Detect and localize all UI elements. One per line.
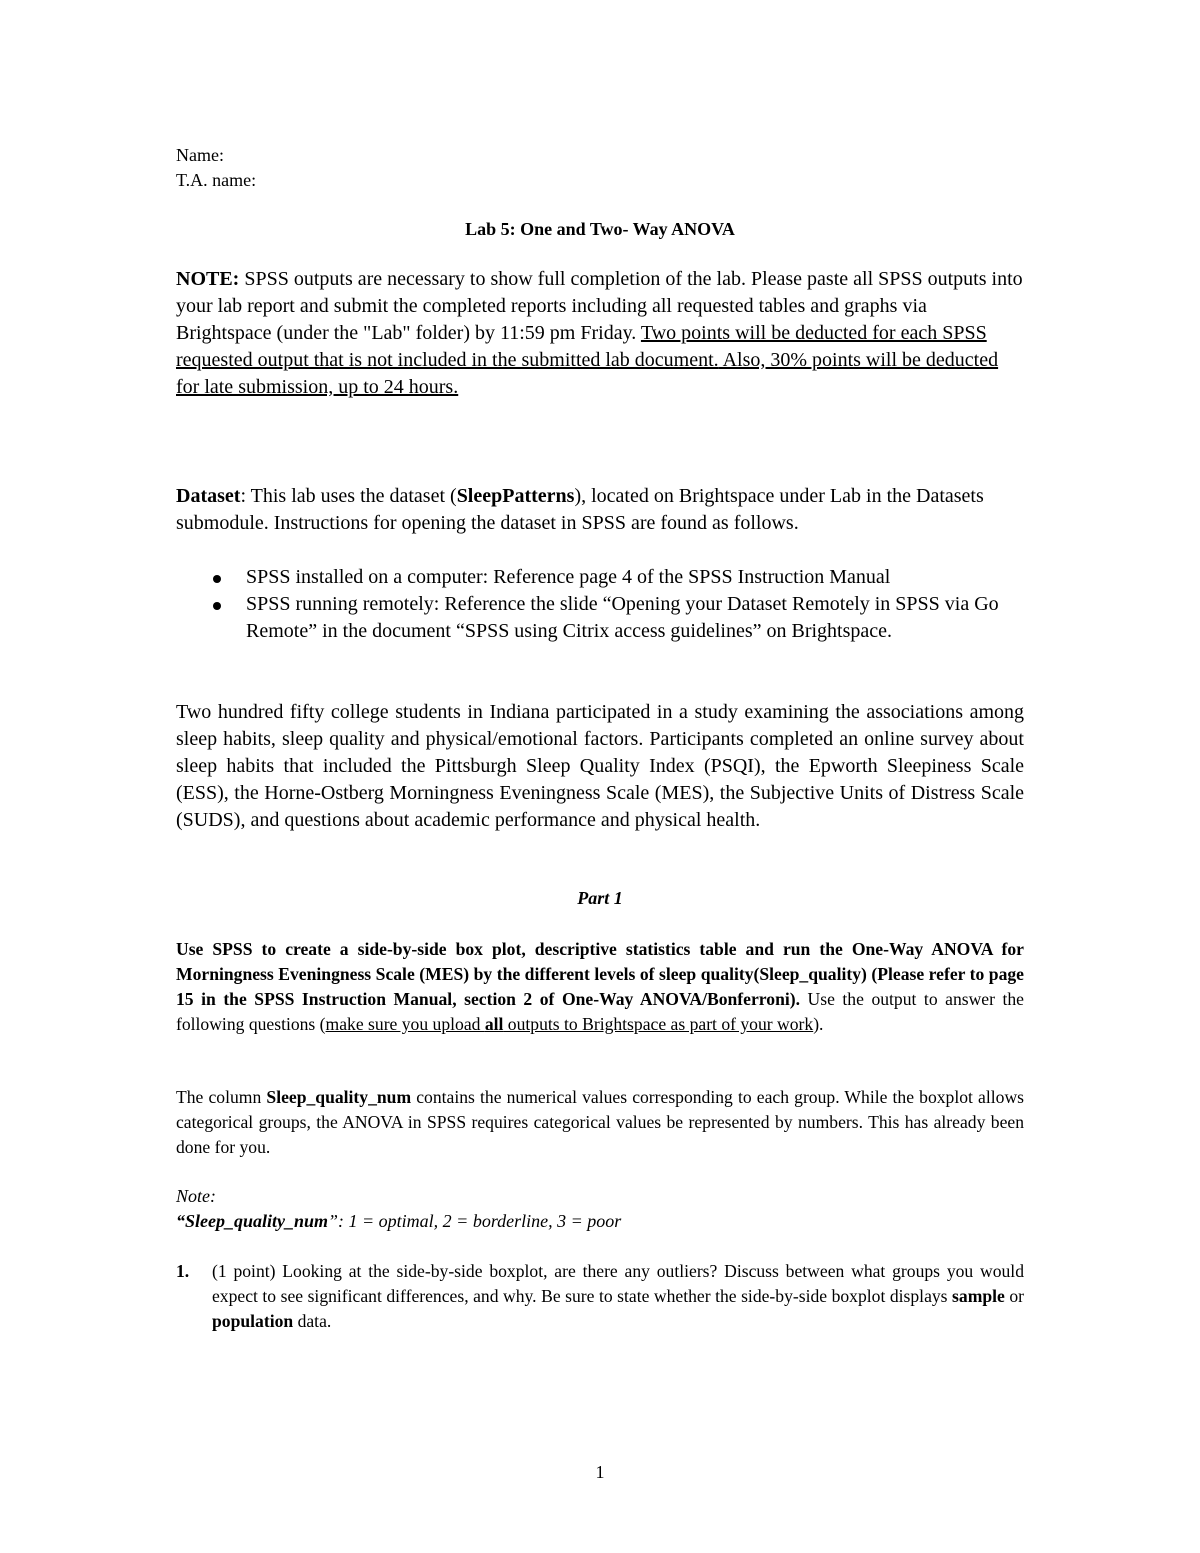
page-number: 1 (595, 1462, 605, 1482)
bullet-text: SPSS installed on a computer: Reference page 4 of the SPSS Instruction Manual (246, 566, 891, 588)
column-explanation (176, 1085, 1024, 1160)
question-text (212, 1259, 1024, 1334)
variable-values: ”: 1 = optimal, 2 = borderline, 3 = poor (328, 1211, 622, 1231)
name-label: Name: (176, 145, 224, 165)
part1-instruction-bold: Use SPSS to create a side-by-side box plot, descriptive statistics table and run the One-Way ANOVA for Morningness Eveningness Scale (MES) by the different levels of sleep quality(Sleep_quality) (Please refer to page 15 in the SPSS Instruction Manual, section 2 of One-Way ANOVA/Bonferroni). (176, 939, 1024, 1009)
dataset-label: Dataset (176, 485, 241, 507)
dataset-bullet-list (176, 564, 1024, 645)
part1-instruction-plain: Use the output to answer the following questions ( (176, 989, 1024, 1034)
dataset-text-1: : This lab uses the dataset ( (240, 485, 457, 507)
question-number: 1. (176, 1261, 190, 1281)
question-text-part: (1 point) Looking at the side-by-side boxplot, are there any outliers? Discuss between what groups you would expect to see significant differences, and why. Be sure to state whether the side-by-side boxplot displays (212, 1261, 1024, 1306)
ta-name-label: T.A. name: (176, 170, 257, 190)
bullet-text: SPSS running remotely: Reference the slide “Opening your Dataset Remotely in SPSS via Go Remote” in the document “SPSS using Citrix access guidelines” on Brightspace. (246, 593, 999, 642)
part1-upload-all: all (484, 1014, 504, 1034)
note-text: SPSS outputs are necessary to show full completion of the lab. Please paste all SPSS outputs into your lab report and submit the completed reports including all requested tables and graphs via Brightspace (under the "Lab" folder) by 11:59 pm Friday. (176, 268, 1023, 344)
lab-title: Lab 5: One and Two- Way ANOVA (465, 219, 735, 239)
part1-instruction-end: ). (813, 1014, 824, 1034)
dataset-name: SleepPatterns (456, 485, 575, 507)
question-sample-word: sample (952, 1286, 1005, 1306)
note-late-text: Also, 30% points will be deducted for late submission, up to 24 hours. (176, 349, 999, 398)
dataset-text-2: ), located on Brightspace under Lab in the Datasets submodule. Instructions for opening the dataset in SPSS are found as follows. (176, 485, 984, 534)
part1-upload-text-2: outputs to Brightspace as part of your work (503, 1014, 814, 1034)
list-item (176, 591, 1024, 645)
question-text-part: or (1004, 1286, 1024, 1306)
question-population-word: population (212, 1311, 294, 1331)
dataset-paragraph (176, 483, 1024, 537)
question-1 (176, 1259, 1024, 1334)
part1-upload-text-1: make sure you upload (325, 1014, 485, 1034)
note-deduction-text: Two points will be deducted for each SPSS requested output that is not included in the submitted lab document. (176, 322, 987, 371)
variable-name: “Sleep_quality_num (176, 1211, 329, 1231)
column-name: Sleep_quality_num (266, 1087, 412, 1107)
part1-instructions (176, 937, 1024, 1037)
list-item (176, 564, 1024, 591)
note-paragraph (176, 266, 1024, 401)
note-italic-label: Note: (176, 1186, 216, 1206)
variable-coding-note (176, 1209, 621, 1234)
bullet-icon (213, 602, 221, 610)
part1-heading: Part 1 (577, 888, 623, 908)
note-label: NOTE: (176, 268, 240, 290)
bullet-icon (213, 575, 221, 583)
question-text-part: data. (293, 1311, 332, 1331)
column-text-2: contains the numerical values corresponding to each group. While the boxplot allows categorical groups, the ANOVA in SPSS requires categorical values be represented by numbers. This has already been done for you. (176, 1087, 1024, 1157)
study-description: Two hundred fifty college students in Indiana participated in a study examining the associations among sleep habits, sleep quality and physical/emotional factors. Participants completed an online survey about sleep habits that included the Pittsburgh Sleep Quality Index (PSQI), the Epworth Sleepiness Scale (ESS), the Horne-Ostberg Morningness Eveningness Scale (MES), the Subjective Units of Distress Scale (SUDS), and questions about academic performance and physical health. (176, 701, 1024, 831)
column-text-1: The column (176, 1087, 267, 1107)
